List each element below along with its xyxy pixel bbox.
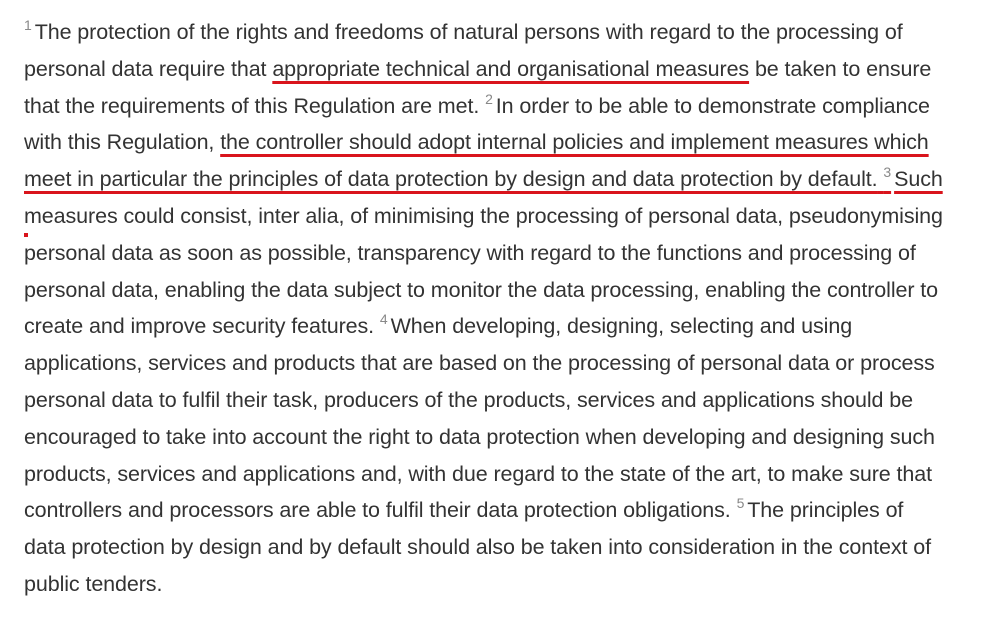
highlighted-phrase: the controller should adopt internal policies and implement measures which [220,130,929,155]
sentence-number: 3 [883,164,892,181]
sentence-number: 4 [379,311,388,328]
text-line-2 [24,51,976,88]
text-line-11 [24,382,976,419]
text-segment: create and improve security features. [24,314,380,339]
text-line-1 [24,14,976,51]
text-segment: measures could consist, inter alia, of minimising the processing of personal data, pseudonymising [24,203,943,228]
text-line-5 [24,161,976,198]
text-segment: data protection by design and by default should also be taken into consideration in the context of [24,535,931,560]
recital-text [24,14,976,603]
text-line-16 [24,566,976,603]
text-segment: personal data as soon as possible, transparency with regard to the functions and processing of [24,240,916,265]
sentence-number: 2 [485,90,493,107]
text-line-8 [24,272,976,309]
text-segment: In order to be able to demonstrate compliance [495,93,930,118]
text-line-13 [24,456,976,493]
text-line-12 [24,419,976,456]
text-segment: The principles of [747,498,904,523]
text-line-6 [24,198,976,235]
sentence-number: 5 [736,495,745,512]
highlighted-phrase: appropriate technical and organisational measures [272,56,750,81]
text-segment: that the requirements of this Regulation are met. [24,93,486,118]
text-segment: controllers and processors are able to fulfil their data protection obligations. [24,498,737,523]
text-segment: Such [894,167,943,192]
text-segment: personal data to fulfil their task, producers of the products, services and applications should be [24,387,913,412]
text-line-4 [24,124,976,161]
text-segment: with this Regulation, [24,130,221,155]
text-segment: meet in particular the principles of data protection by design and data protection by default. [24,167,878,192]
text-segment: applications, services and products that are based on the processing of personal data or process [24,351,935,376]
text-line-14 [24,492,976,529]
text-line-9 [24,308,976,345]
text-segment: public tenders. [24,571,163,596]
text-segment: personal data, enabling the data subject to monitor the data processing, enabling the controller to [24,277,939,302]
text-line-10 [24,345,976,382]
underline-marker [24,233,28,237]
text-segment: personal data require that [24,56,273,81]
text-segment: be taken to ensure [749,56,932,81]
text-line-7 [24,235,976,272]
text-segment: encouraged to take into account the right to data protection when developing and designing such [24,424,935,449]
text-line-3 [24,88,976,125]
highlighted-phrase [24,164,943,192]
sentence-number: 1 [24,17,32,33]
text-line-15 [24,529,976,566]
text-segment: The protection of the rights and freedoms of natural persons with regard to the processing of [34,20,903,44]
text-segment: products, services and applications and, with due regard to the state of the art, to make sure that [24,461,932,486]
text-segment: When developing, designing, selecting and using [390,314,853,339]
